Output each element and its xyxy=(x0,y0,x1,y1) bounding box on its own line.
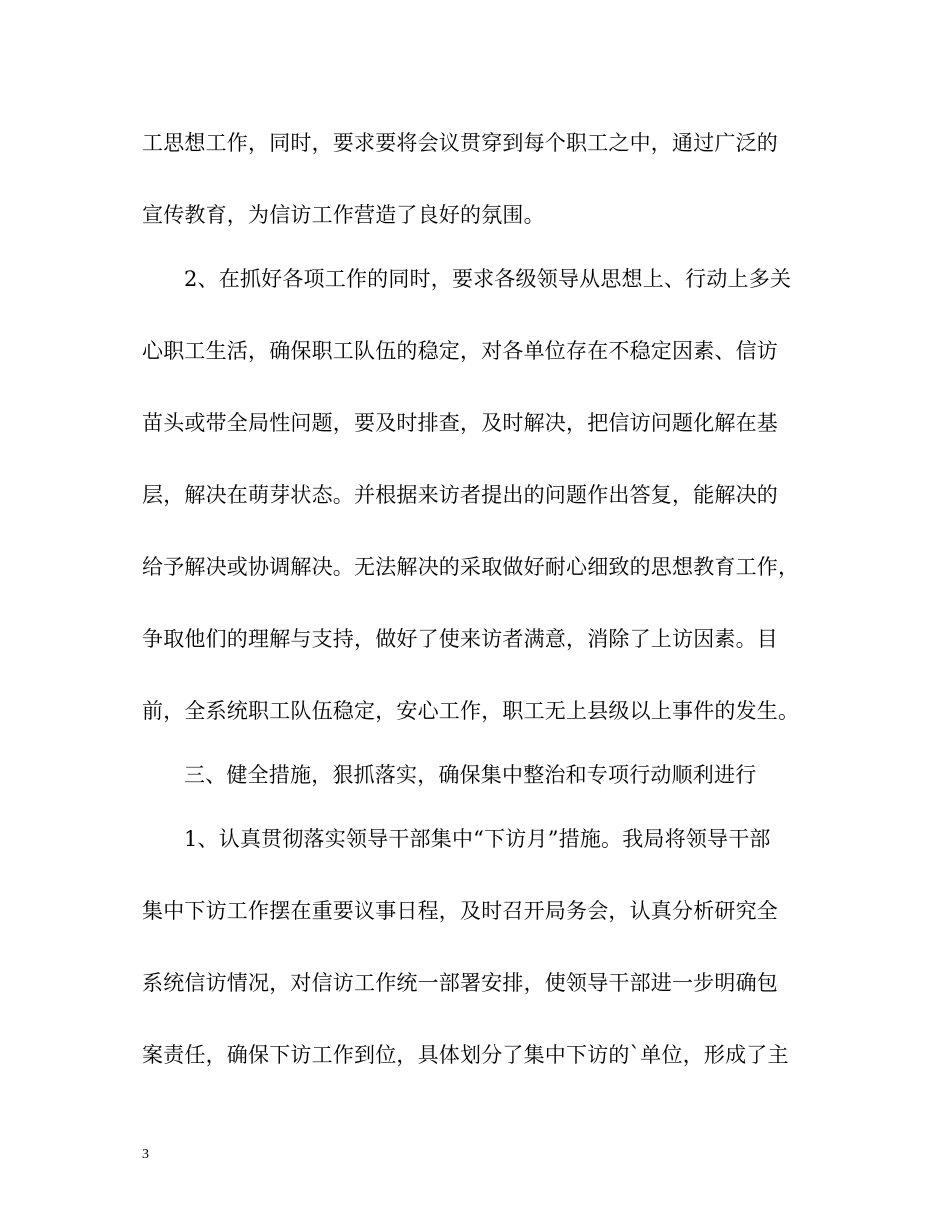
text-line-3: 2、在抓好各项工作的同时，要求各级领导从思想上、行动上多关 xyxy=(184,267,792,291)
text-line-6: 层，解决在萌芽状态。并根据来访者提出的问题作出答复，能解决的 xyxy=(142,483,778,507)
page-number: 3 xyxy=(142,1147,149,1162)
text-line-8: 争取他们的理解与支持，做好了使来访者满意，消除了上访因素。目 xyxy=(142,627,778,651)
text-line-4: 心职工生活，确保职工队伍的稳定，对各单位存在不稳定因素、信访 xyxy=(142,339,778,363)
text-line-5: 苗头或带全局性问题，要及时排查，及时解决，把信访问题化解在基 xyxy=(142,411,778,435)
text-line-1: 工思想工作，同时，要求要将会议贯穿到每个职工之中，通过广泛的 xyxy=(142,131,778,155)
text-line-11: 1、认真贯彻落实领导干部集中“下访月”措施。我局将领导干部 xyxy=(184,827,771,851)
text-line-12: 集中下访工作摆在重要议事日程，及时召开局务会，认真分析研究全 xyxy=(142,899,778,923)
text-line-14: 案责任，确保下访工作到位，具体划分了集中下访的`单位，形成了主 xyxy=(142,1043,789,1067)
text-line-2: 宣传教育，为信访工作营造了良好的氛围。 xyxy=(142,203,545,227)
text-line-7: 给予解决或协调解决。无法解决的采取做好耐心细致的思想教育工作， xyxy=(142,555,800,579)
text-line-10: 三、健全措施，狠抓落实，确保集中整治和专项行动顺利进行 xyxy=(184,763,757,787)
text-line-9: 前，全系统职工队伍稳定，安心工作，职工无上县级以上事件的发生。 xyxy=(142,699,800,723)
text-line-13: 系统信访情况，对信访工作统一部署安排，使领导干部进一步明确包 xyxy=(142,971,778,995)
